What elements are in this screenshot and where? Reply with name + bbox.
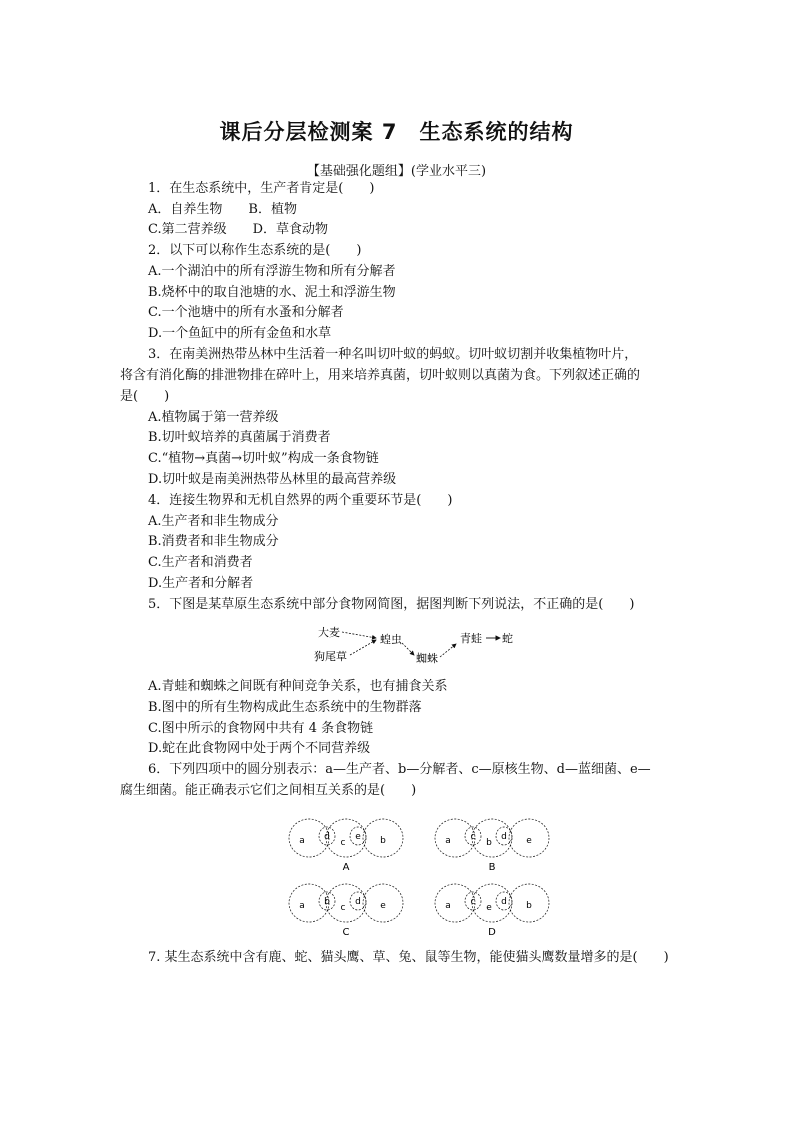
section-label: 【基础强化题组】: [306, 164, 411, 179]
node-barley: 大麦: [318, 626, 340, 639]
q3-stem-3: 是( ): [120, 389, 170, 404]
q5-stem: 5．下图是某草原生态系统中部分食物网简图，据图判断下列说法，不正确的是( ): [148, 597, 635, 612]
venn-label: d: [501, 897, 507, 907]
q3-option-d: D.切叶蚁是南美洲热带丛林里的最高营养级: [148, 472, 397, 487]
venn-label: e: [355, 832, 361, 842]
page-title: 课后分层检测案 7 生态系统的结构: [219, 120, 574, 144]
venn-label: e: [486, 903, 492, 913]
q2-option-c: C.一个池塘中的所有水蚤和分解者: [148, 305, 344, 320]
q1-stem: 1．在生态系统中，生产者肯定是( ): [148, 181, 375, 196]
q5-option-a: A.青蛙和蜘蛛之间既有种间竞争关系，也有捕食关系: [148, 679, 448, 694]
section-heading: [0, 160, 793, 179]
section-level: (学业水平三): [410, 164, 487, 179]
q7-stem: 7. 某生态系统中含有鹿、蛇、猫头鹰、草、兔、鼠等生物，能使猫头鹰数量增多的是( ): [148, 950, 669, 965]
q3-option-a: A.植物属于第一营养级: [148, 410, 279, 425]
venn-label: c: [470, 897, 476, 907]
venn-label: a: [299, 836, 305, 846]
edge-foxtail-locust: [350, 640, 376, 655]
venn-label: b: [324, 897, 330, 907]
venn-caption: C: [342, 927, 350, 938]
venn-label: b: [486, 838, 492, 848]
venn-circle: [435, 819, 475, 857]
venn-diagrams: [270, 800, 560, 945]
q1-options-cd: C.第二营养级 D．草食动物: [148, 222, 329, 237]
edge-barley-locust: [342, 632, 376, 638]
venn-label: b: [380, 836, 386, 846]
q4-option-b: B.消费者和非生物成分: [148, 534, 279, 549]
node-foxtail: 狗尾草: [314, 650, 347, 663]
venn-option-c: [289, 884, 403, 938]
q2-stem: 2．以下可以称作生态系统的是( ): [148, 243, 362, 258]
venn-label: a: [445, 836, 451, 846]
venn-label: b: [526, 901, 532, 911]
venn-option-a: [289, 819, 403, 873]
food-web-diagram: [310, 622, 520, 664]
venn-caption: D: [488, 927, 496, 938]
node-snake: 蛇: [502, 632, 513, 645]
q2-option-b: B.烧杯中的取自池塘的水、泥土和浮游生物: [148, 285, 396, 300]
venn-label: c: [340, 838, 346, 848]
q3-stem-2: 将含有消化酶的排泄物排在碎叶上，用来培养真菌，切叶蚁则以真菌为食。下列叙述正确的: [120, 368, 641, 383]
edge-spider-frog: [440, 644, 456, 657]
venn-label: c: [470, 832, 476, 842]
q3-option-c: C.“植物→真菌→切叶蚁”构成一条食物链: [148, 451, 379, 466]
venn-circle: [435, 884, 475, 922]
q6-stem-1: 6．下列四项中的圆分别表示：a—生产者、b—分解者、c—原核生物、d—蓝细菌、e—: [148, 762, 651, 777]
venn-option-d: [435, 884, 549, 938]
q1-options-ab: A．自养生物 B．植物: [148, 202, 297, 217]
q5-option-d: D.蛇在此食物网中处于两个不同营养级: [148, 741, 371, 756]
q2-option-d: D.一个鱼缸中的所有金鱼和水草: [148, 326, 332, 341]
node-locust: 蝗虫: [380, 633, 402, 646]
venn-caption: A: [342, 862, 350, 873]
venn-label: a: [445, 901, 451, 911]
q2-option-a: A.一个湖泊中的所有浮游生物和所有分解者: [148, 264, 396, 279]
venn-label: d: [501, 832, 507, 842]
venn-label: c: [340, 903, 346, 913]
venn-option-b: [435, 819, 549, 873]
node-frog: 青蛙: [460, 632, 482, 645]
q6-stem-2: 腐生细菌。能正确表示它们之间相互关系的是( ): [120, 783, 417, 798]
venn-label: e: [380, 901, 386, 911]
q4-option-c: C.生产者和消费者: [148, 555, 253, 570]
q4-stem: 4．连接生物界和无机自然界的两个重要环节是( ): [148, 493, 453, 508]
q5-option-b: B.图中的所有生物构成此生态系统中的生物群落: [148, 700, 422, 715]
venn-label: a: [299, 901, 305, 911]
venn-label: d: [324, 832, 330, 842]
venn-label: e: [526, 836, 532, 846]
venn-circle: [289, 884, 329, 922]
venn-caption: B: [488, 862, 496, 873]
q3-stem-1: 3．在南美洲热带丛林中生活着一种名叫切叶蚁的蚂蚁。切叶蚁切割并收集植物叶片，: [148, 347, 638, 362]
q4-option-d: D.生产者和分解者: [148, 576, 254, 591]
q5-option-c: C.图中所示的食物网中共有 4 条食物链: [148, 721, 374, 736]
venn-circle: [289, 819, 329, 857]
edge-locust-spider: [402, 643, 414, 655]
venn-label: d: [355, 897, 361, 907]
node-spider: 蜘蛛: [416, 652, 438, 664]
q3-option-b: B.切叶蚁培养的真菌属于消费者: [148, 430, 331, 445]
q4-option-a: A.生产者和非生物成分: [148, 514, 279, 529]
